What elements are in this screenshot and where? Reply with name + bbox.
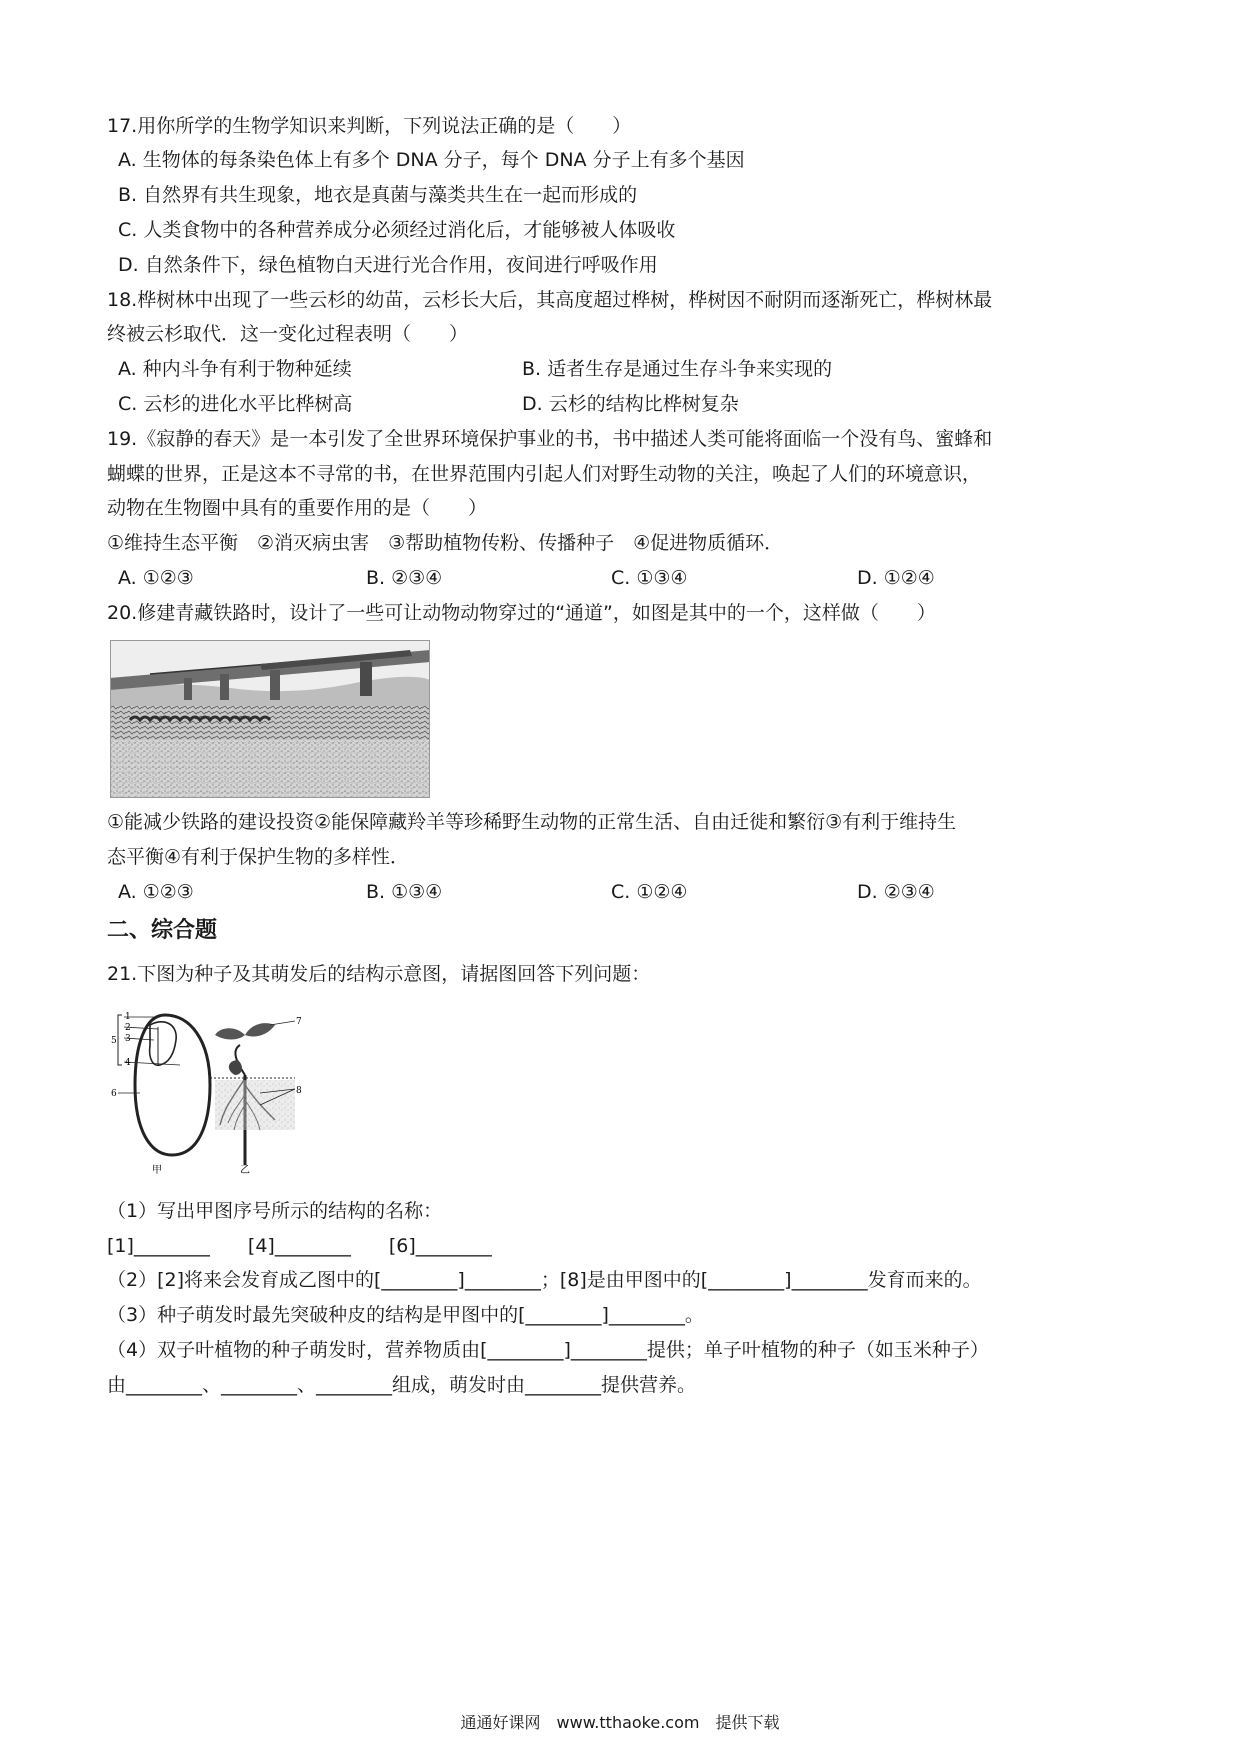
q18-option-c: C. 云杉的进化水平比桦树高 [118,393,353,415]
q17-option-d: D. 自然条件下，绿色植物白天进行光合作用，夜间进行呼吸作用 [118,254,658,276]
q19-items: ①维持生态平衡 ②消灭病虫害 ③帮助植物传粉、传播种子 ④促进物质循环． [107,532,784,554]
q21-sub2: （2）[2]将来会发育成乙图中的[________]________；[8]是由甲图中的[________]________发育而来的。 [107,1269,982,1291]
seed-diagram [110,1005,310,1175]
q20-stem: 20.修建青藏铁路时，设计了一些可让动物动物穿过的“通道”，如图是其中的一个，这样做（ ） [107,602,936,624]
q21-stem: 21.下图为种子及其萌发后的结构示意图，请据图回答下列问题： [107,963,651,985]
q17-option-a: A. 生物体的每条染色体上有多个 DNA 分子，每个 DNA 分子上有多个基因 [118,149,745,171]
seed-diagram-illustration [110,1005,310,1175]
q17-option-c: C. 人类食物中的各种营养成分必须经过消化后，才能够被人体吸收 [118,219,676,241]
q19-stem-line3: 动物在生物圈中具有的重要作用的是（ ） [107,497,488,519]
q18-option-a: A. 种内斗争有利于物种延续 [118,358,352,380]
label-3: 3 [125,1034,131,1044]
label-4: 4 [125,1058,131,1068]
q21-sub1-blanks: [1]________ [4]________ [6]________ [107,1235,492,1257]
caption-jia: 甲 [152,1165,162,1175]
bridge-photo-illustration [110,640,430,798]
q19-option-a: A. ①②③ [118,567,194,589]
label-5: 5 [111,1036,117,1046]
q20-items-line1: ①能减少铁路的建设投资②能保障藏羚羊等珍稀野生动物的正常生活、自由迁徙和繁衍③有利于维持生 [107,811,957,833]
q18-option-d: D. 云杉的结构比桦树复杂 [522,393,739,415]
q21-sub4-line2: 由________、________、________组成，萌发时由________提供营养。 [107,1374,697,1396]
q21-sub1: （1）写出甲图序号所示的结构的名称： [107,1200,443,1222]
q17-stem: 17.用你所学的生物学知识来判断，下列说法正确的是（ ） [107,115,632,137]
q20-option-d: D. ②③④ [857,881,935,903]
label-8: 8 [296,1086,302,1096]
q17-option-b: B. 自然界有共生现象，地衣是真菌与藻类共生在一起而形成的 [118,184,638,206]
label-2: 2 [125,1023,131,1033]
bridge-photo [110,640,430,798]
q18-stem-line2: 终被云杉取代．这一变化过程表明（ ） [107,323,469,345]
q21-sub3: （3）种子萌发时最先突破种皮的结构是甲图中的[________]________。 [107,1304,704,1326]
q19-stem-line1: 19.《寂静的春天》是一本引发了全世界环境保护事业的书，书中描述人类可能将面临一个没有鸟、蜜蜂和 [107,428,993,450]
q19-option-d: D. ①②④ [857,567,935,589]
q19-option-b: B. ②③④ [366,567,443,589]
caption-yi: 乙 [240,1165,250,1175]
label-1: 1 [125,1012,131,1022]
section-2-title: 二、综合题 [107,918,218,943]
q19-option-c: C. ①③④ [611,567,688,589]
label-7: 7 [296,1017,302,1027]
q21-sub4-line1: （4）双子叶植物的种子萌发时，营养物质由[________]________提供；单子叶植物的种子（如玉米种子） [107,1339,989,1361]
q20-option-a: A. ①②③ [118,881,194,903]
q19-stem-line2: 蝴蝶的世界，正是这本不寻常的书，在世界范围内引起人们对野生动物的关注，唤起了人们的环境意识， [107,463,982,485]
label-6: 6 [111,1089,117,1099]
page-footer: 通通好课网 www.tthaoke.com 提供下载 [460,1713,780,1732]
q20-option-c: C. ①②④ [611,881,688,903]
q18-stem-line1: 18.桦树林中出现了一些云杉的幼苗，云杉长大后，其高度超过桦树，桦树因不耐阴而逐渐死亡，桦树林最 [107,289,993,311]
q18-option-b: B. 适者生存是通过生存斗争来实现的 [522,358,833,380]
q20-items-line2: 态平衡④有利于保护生物的多样性． [107,846,410,868]
q20-option-b: B. ①③④ [366,881,443,903]
